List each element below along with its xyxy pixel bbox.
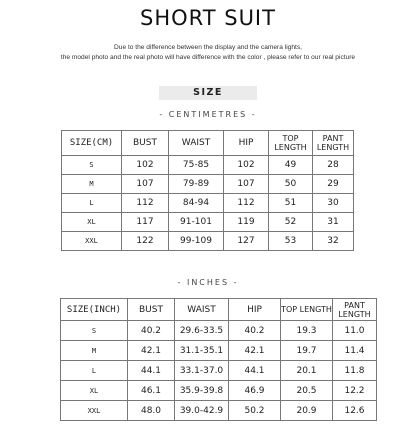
measurement-cell: 102 — [224, 156, 269, 175]
table-row — [61, 401, 377, 421]
measurement-cell: 75-85 — [169, 156, 224, 175]
centimetres-size-table — [61, 130, 354, 251]
size-label-cell: XL — [61, 381, 128, 401]
inches-heading: - INCHES - — [177, 278, 239, 287]
column-header: SIZE(INCH) — [61, 299, 128, 321]
size-label-cell: S — [61, 321, 128, 341]
measurement-cell: 79-89 — [169, 175, 224, 194]
table-row — [61, 361, 377, 381]
column-header: BUST — [128, 299, 175, 321]
table-row — [61, 381, 377, 401]
measurement-cell: 112 — [224, 194, 269, 213]
measurement-cell: 11.0 — [333, 321, 377, 341]
measurement-cell: 11.8 — [333, 361, 377, 381]
measurement-cell: 35.9-39.8 — [175, 381, 229, 401]
measurement-cell: 102 — [122, 156, 169, 175]
measurement-cell: 20.9 — [281, 401, 333, 421]
measurement-cell: 107 — [224, 175, 269, 194]
measurement-cell: 122 — [122, 232, 169, 251]
measurement-cell: 91-101 — [169, 213, 224, 232]
header-row — [62, 131, 354, 156]
size-label-cell: L — [61, 361, 128, 381]
table-row — [62, 194, 354, 213]
table-row — [62, 213, 354, 232]
column-header: TOP LENGTH — [269, 131, 313, 156]
measurement-cell: 119 — [224, 213, 269, 232]
measurement-cell: 99-109 — [169, 232, 224, 251]
header-row — [61, 299, 377, 321]
measurement-cell: 112 — [122, 194, 169, 213]
column-header: BUST — [122, 131, 169, 156]
measurement-cell: 40.2 — [229, 321, 281, 341]
column-header: HIP — [224, 131, 269, 156]
measurement-cell: 19.3 — [281, 321, 333, 341]
measurement-cell: 50.2 — [229, 401, 281, 421]
page-title: SHORT SUIT — [140, 6, 276, 30]
measurement-cell: 107 — [122, 175, 169, 194]
measurement-cell: 31.1-35.1 — [175, 341, 229, 361]
measurement-cell: 44.1 — [128, 361, 175, 381]
size-label-cell: XXL — [62, 232, 122, 251]
measurement-cell: 19.7 — [281, 341, 333, 361]
measurement-cell: 49 — [269, 156, 313, 175]
size-label-cell: XL — [62, 213, 122, 232]
measurement-cell: 29 — [313, 175, 354, 194]
centimetres-heading: - CENTIMETRES - — [159, 110, 257, 119]
measurement-cell: 32 — [313, 232, 354, 251]
measurement-cell: 20.5 — [281, 381, 333, 401]
column-header: SIZE(CM) — [62, 131, 122, 156]
measurement-cell: 40.2 — [128, 321, 175, 341]
measurement-cell: 33.1-37.0 — [175, 361, 229, 381]
measurement-cell: 48.0 — [128, 401, 175, 421]
measurement-cell: 50 — [269, 175, 313, 194]
table-row — [61, 321, 377, 341]
table-row — [62, 156, 354, 175]
column-header: TOP LENGTH — [281, 299, 333, 321]
table-row — [62, 232, 354, 251]
measurement-cell: 12.2 — [333, 381, 377, 401]
measurement-cell: 29.6-33.5 — [175, 321, 229, 341]
measurement-cell: 53 — [269, 232, 313, 251]
measurement-cell: 42.1 — [128, 341, 175, 361]
measurement-cell: 84-94 — [169, 194, 224, 213]
size-label-cell: S — [62, 156, 122, 175]
measurement-cell: 31 — [313, 213, 354, 232]
table-row — [62, 175, 354, 194]
measurement-cell: 46.9 — [229, 381, 281, 401]
measurement-cell: 44.1 — [229, 361, 281, 381]
column-header: PANT LENGTH — [313, 131, 354, 156]
table-row — [61, 341, 377, 361]
measurement-cell: 30 — [313, 194, 354, 213]
measurement-cell: 46.1 — [128, 381, 175, 401]
measurement-cell: 51 — [269, 194, 313, 213]
measurement-cell: 127 — [224, 232, 269, 251]
size-label-cell: L — [62, 194, 122, 213]
color-note-line-2: the model photo and the real photo will have difference with the color , please refer to our real picture — [60, 54, 356, 61]
measurement-cell: 42.1 — [229, 341, 281, 361]
color-note-line-1: Due to the difference between the display and the camera lights, — [114, 44, 302, 51]
size-label-cell: XXL — [61, 401, 128, 421]
column-header: HIP — [229, 299, 281, 321]
size-label-cell: M — [62, 175, 122, 194]
measurement-cell: 39.0-42.9 — [175, 401, 229, 421]
size-heading: SIZE — [159, 86, 257, 100]
column-header: WAIST — [175, 299, 229, 321]
column-header: PANT LENGTH — [333, 299, 377, 321]
size-label-cell: M — [61, 341, 128, 361]
measurement-cell: 12.6 — [333, 401, 377, 421]
measurement-cell: 20.1 — [281, 361, 333, 381]
measurement-cell: 52 — [269, 213, 313, 232]
measurement-cell: 117 — [122, 213, 169, 232]
measurement-cell: 11.4 — [333, 341, 377, 361]
measurement-cell: 28 — [313, 156, 354, 175]
inches-size-table — [60, 298, 377, 421]
column-header: WAIST — [169, 131, 224, 156]
